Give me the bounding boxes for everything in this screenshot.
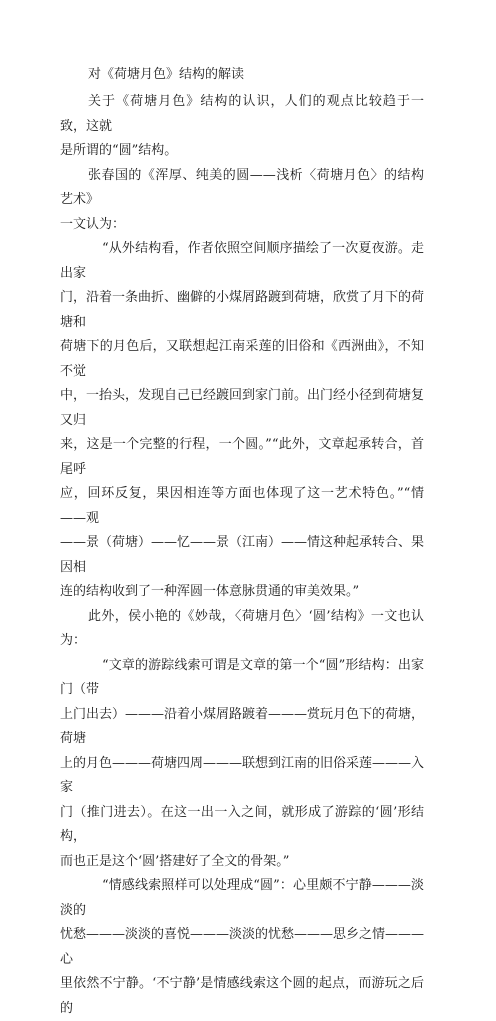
document-title: 对《荷塘月色》结构的解读 bbox=[88, 67, 245, 82]
paragraph-hou-quote-route: “文章的游踪线索可谓是文章的第一个“圆”形结构：出家门（带 上门出去）———沿着小煤屑路踱着———赏玩月色下的荷塘，荷塘 上的月色———荷塘四周———联想到江南的旧俗采莲———入家 门（推门进去）。在这一出一入之间，就形成了游踪的‘圆’形结构， 而也正是这个‘圆’搭建好了全文的骨架。” bbox=[60, 657, 425, 869]
paragraph-intro: 关于《荷塘月色》结构的认识，人们的观点比较趋于一致，这就 是所谓的“圆”结构。 bbox=[60, 94, 424, 158]
paragraph-hou-citation: 此外，侯小艳的《妙哉，〈荷塘月色〉‘圆’结构》一文也认为： bbox=[60, 608, 424, 648]
paragraph-zhang-citation: 张春国的《浑厚、纯美的圆——浅析〈荷塘月色〉的结构艺术》 一文认为： bbox=[60, 167, 424, 232]
paragraph-hou-quote-emotion: “情感线索照样可以处理成“圆”：心里颇不宁静———淡淡的 忧愁———淡淡的喜悦———淡淡的忧愁———思乡之情———心 里依然不宁静。‘不宁静’是情感线索这个圆的起点，而游玩之后的 bbox=[60, 878, 425, 1016]
paragraph-zhang-quote: “从外结构看，作者依照空间顺序描绘了一次夏夜游。走出家 门，沿着一条曲折、幽僻的小煤屑路踱到荷塘，欣赏了月下的荷塘和 荷塘下的月色后，又联想起江南采莲的旧俗和《西洲曲》，不知不觉 中，一抬头，发现自己已经踱回到家门前。出门经小径到荷塘复又归 来，这是一个完整的行程，一个圆。”“此外，文章起承转合，首尾呼 应，回环反复，果因相连等方面也体现了这一艺术特色。”“情——观 ——景（荷塘）——忆——景（江南）——情这种起承转合、果因相 连的结构收到了一种浑圆一体意脉贯通的审美效果。” bbox=[60, 241, 425, 599]
